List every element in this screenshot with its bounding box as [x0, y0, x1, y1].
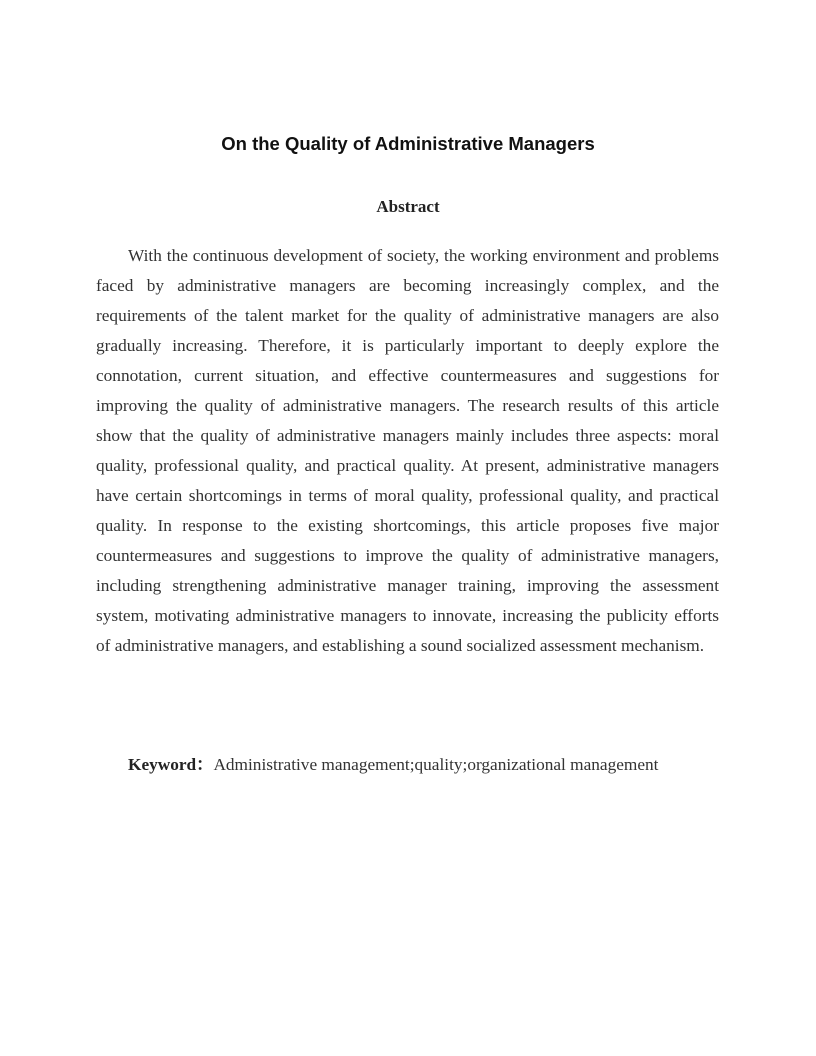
keywords-line — [128, 751, 728, 779]
abstract-paragraph: With the continuous development of society, the working environment and problems faced by administrative managers are becoming increasingly complex, and the requirements of the talent market for the quality of administrative managers are also gradually increasing. Therefore, it is particularly important to deeply explore the connotation, current situation, and effective countermeasures and suggestions for improving the quality of administrative managers. The research results of this article show that the quality of administrative managers mainly includes three aspects: moral quality, professional quality, and practical quality. At present, administrative managers have certain shortcomings in terms of moral quality, professional quality, and practical quality. In response to the existing shortcomings, this article proposes five major countermeasures and suggestions to improve the quality of administrative managers, including strengthening administrative manager training, improving the assessment system, motivating administrative managers to innovate, increasing the publicity efforts of administrative managers, and establishing a sound socialized assessment mechanism. — [96, 246, 719, 655]
keywords-text: Administrative management;quality;organizational management — [213, 755, 659, 774]
paper-title: On the Quality of Administrative Managers — [221, 133, 595, 154]
keywords-label: Keyword： — [128, 755, 214, 774]
abstract-heading: Abstract — [376, 197, 440, 216]
